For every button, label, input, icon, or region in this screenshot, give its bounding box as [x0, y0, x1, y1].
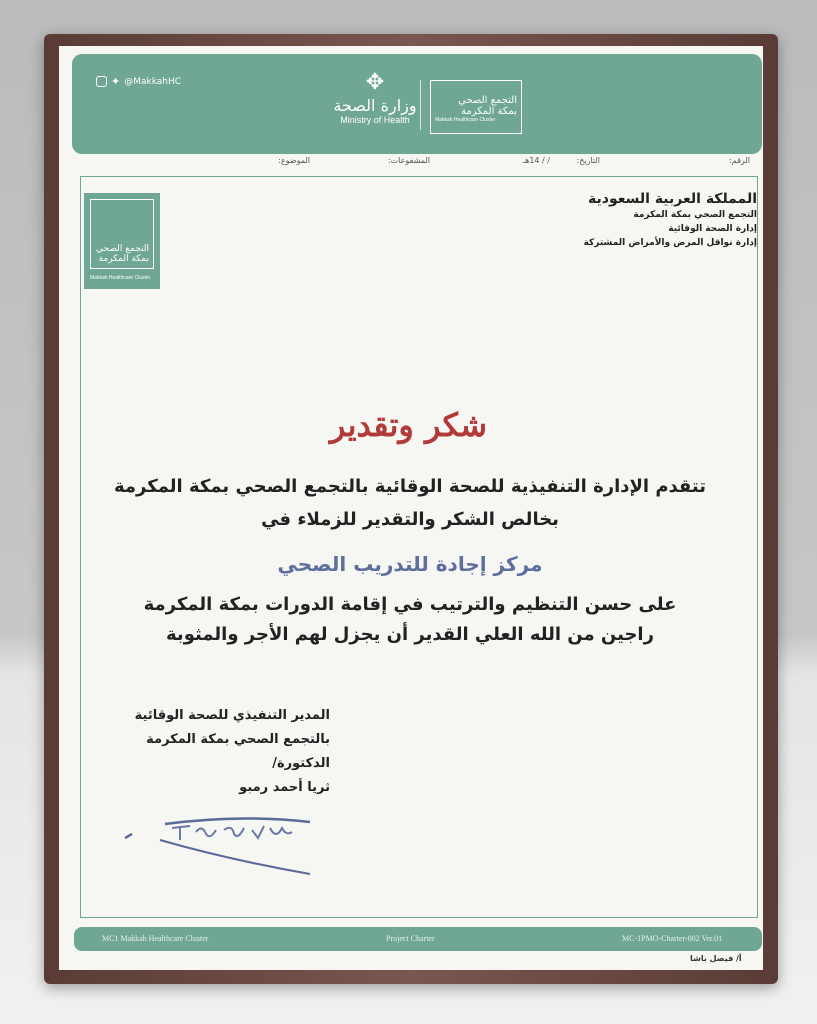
footer-center: Project Charter	[386, 934, 435, 943]
signatory-title-1: المدير التنفيذي للصحة الوقائية	[134, 708, 330, 723]
logo-divider	[420, 80, 421, 130]
side-logo-ar-2: بمكة المكرمة	[98, 254, 149, 264]
cluster-name: التجمع الصحي بمكة المكرمة	[633, 210, 757, 220]
field-date: التاريخ:	[576, 156, 600, 165]
social-handle: @MakkahHC	[124, 76, 182, 87]
recipient-name: مركز إجادة للتدريب الصحي	[277, 552, 543, 576]
dept-vectors: إدارة نواقل المرض والأمراض المشتركة	[583, 238, 757, 248]
ministry-name-ar: وزارة الصحة	[333, 96, 417, 115]
ministry-logo	[320, 72, 430, 125]
footer-right: MC-1PMO-Charter-002 Ver.01	[622, 934, 723, 943]
instagram-icon	[96, 76, 107, 87]
cluster-logo-ar-1: التجمع الصحي	[458, 95, 517, 106]
footnote: أ/ فيصل باشا	[690, 954, 742, 963]
handwritten-signature	[120, 810, 320, 880]
cluster-logo-en: Makkah Healthcare Cluster	[435, 117, 496, 123]
signatory-title-3: الدكتورة/	[272, 756, 330, 771]
cluster-logo-ar-2: بمكة المكرمة	[461, 106, 517, 117]
palm-swords-emblem-icon: ✥	[365, 70, 385, 95]
certificate-body-2	[100, 590, 720, 650]
field-subject: الموضوع:	[278, 156, 310, 165]
field-date-sep: / / 14هـ	[522, 156, 550, 165]
body-line-1: تتقدم الإدارة التنفيذية للصحة الوقائية بالتجمع الصحي بمكة المكرمة	[113, 476, 706, 497]
side-logo-en: Makkah Healthcare Cluster	[90, 275, 151, 281]
certificate-title: شكر وتقدير	[329, 406, 488, 444]
signatory-block	[110, 704, 330, 800]
content-frame	[80, 176, 758, 918]
signatory-title-2: بالتجمع الصحي بمكة المكرمة	[146, 732, 330, 747]
twitter-icon: ✦	[111, 75, 121, 88]
field-attachments: المشفوعات:	[387, 156, 430, 165]
signatory-name: ثريا أحمد رمبو	[239, 780, 330, 795]
org-header	[547, 190, 757, 250]
body-line-2: بخالص الشكر والتقدير للزملاء في	[261, 509, 559, 530]
body-line-4: راجين من الله العلي القدير أن يجزل لهم الأجر والمثوبة	[166, 624, 654, 645]
body-line-3: على حسن التنظيم والترتيب في إقامة الدورات بمكة المكرمة	[143, 594, 677, 615]
side-logo-ar-1: التجمع الصحي	[96, 244, 149, 254]
footer-bar	[74, 927, 762, 951]
field-number: الرقم:	[729, 156, 750, 165]
certificate-body	[100, 470, 720, 536]
cluster-logo	[430, 80, 522, 134]
dept-preventive: إدارة الصحة الوقائية	[668, 224, 757, 234]
social-links	[96, 76, 181, 87]
ministry-name-en: Ministry of Health	[340, 115, 410, 125]
letter-fields	[190, 156, 750, 170]
side-cluster-logo	[84, 193, 160, 289]
kingdom-name: المملكة العربية السعودية	[588, 191, 757, 207]
footer-left: MC1 Makkah Healthcare Cluster	[102, 934, 209, 943]
